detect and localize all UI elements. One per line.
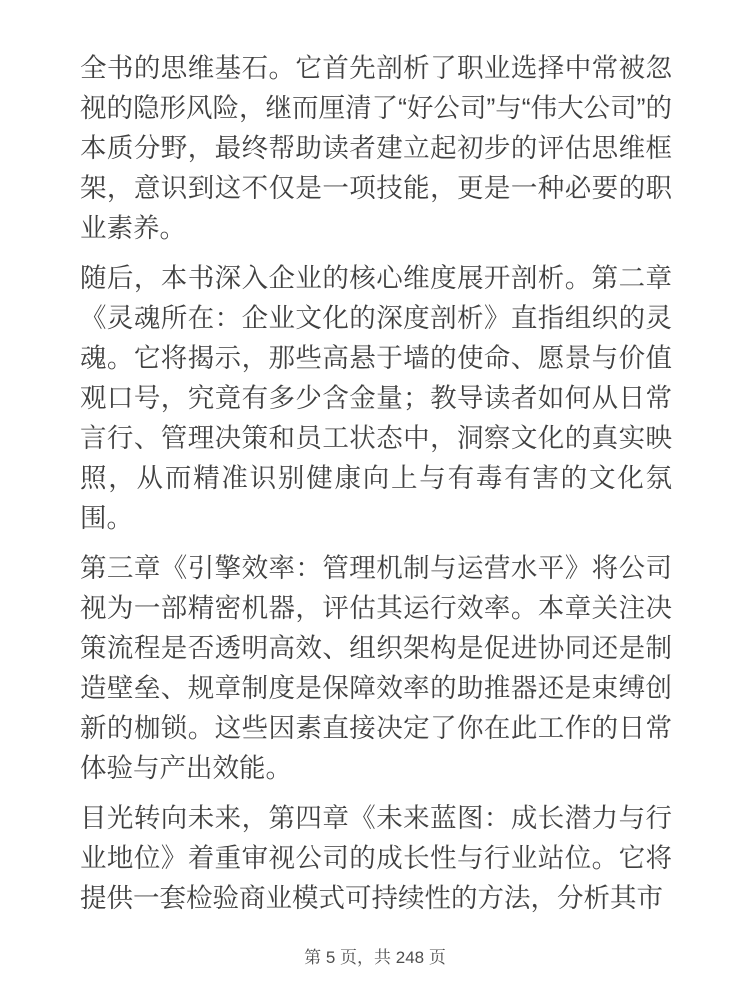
paragraph-3: 第三章《引擎效率：管理机制与运营水平》将公司视为一部精密机器，评估其运行效率。本章关注决策流程是否透明高效、组织架构是促进协同还是制造壁垒、规章制度是保障效率的助推器还是束缚创新的枷锁。这些因素直接决定了你在此工作的日常体验与产出效能。 xyxy=(80,553,672,783)
paragraph-1: 全书的思维基石。它首先剖析了职业选择中常被忽视的隐形风险，继而厘清了“好公司”与“伟大公司”的本质分野，最终帮助读者建立起初步的评估思维框架，意识到这不仅是一项技能，更是一种必要的职业素养。 xyxy=(80,53,672,243)
paragraph-2: 随后，本书深入企业的核心维度展开剖析。第二章《灵魂所在：企业文化的深度剖析》直指组织的灵魂。它将揭示，那些高悬于墙的使命、愿景与价值观口号，究竟有多少含金量；教导读者如何从日常言行、管理决策和员工状态中，洞察文化的真实映照，从而精准识别健康向上与有毒有害的文化氛围。 xyxy=(80,263,672,533)
page-indicator: 第 5 页，共 248 页 xyxy=(304,948,446,967)
page-text-content xyxy=(80,48,672,928)
paragraph-4: 目光转向未来，第四章《未来蓝图：成长潜力与行业地位》着重审视公司的成长性与行业站位。它将提供一套检验商业模式可持续性的方法，分析其市 xyxy=(80,803,672,913)
